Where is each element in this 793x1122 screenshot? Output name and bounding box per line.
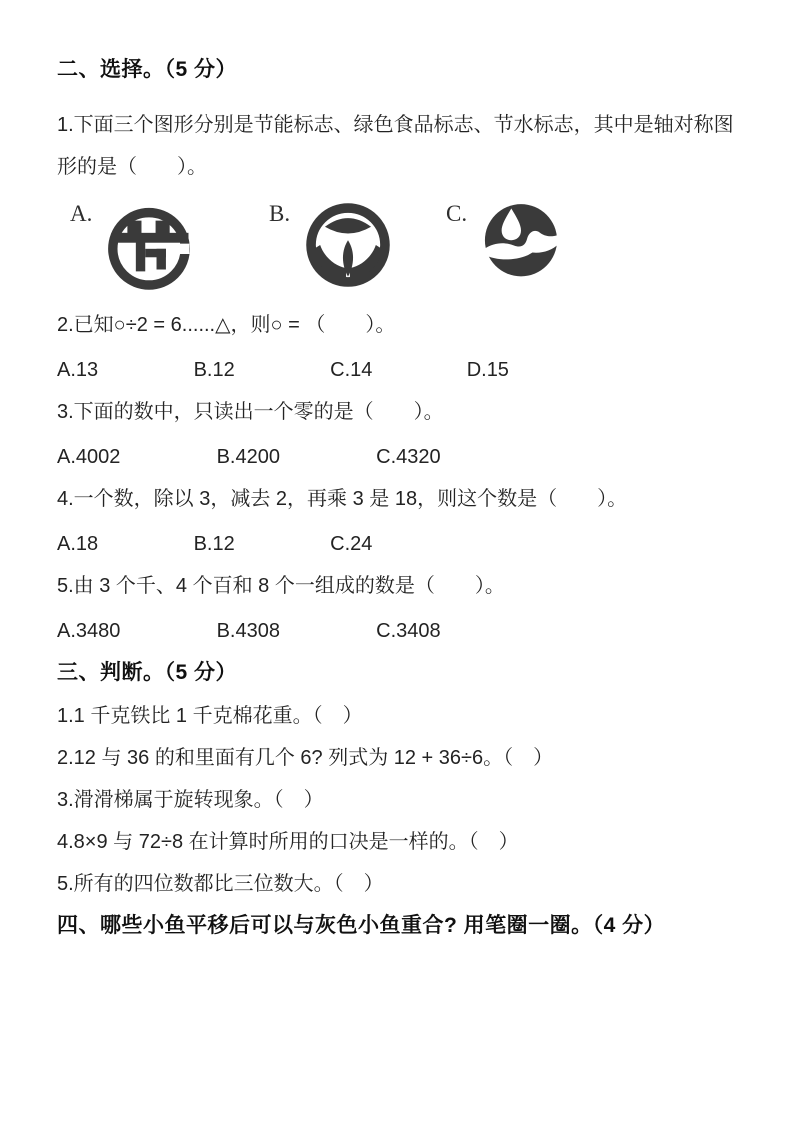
logo-options-row bbox=[57, 193, 743, 301]
logo-a-label: A. bbox=[70, 201, 93, 226]
logo-c-label: C. bbox=[446, 201, 468, 226]
judgment-item-1: 1.1 千克铁比 1 千克棉花重。（ ） bbox=[57, 705, 363, 727]
question-4-text: 4.一个数，除以 3，减去 2，再乘 3 是 18，则这个数是（ ）。 bbox=[57, 488, 628, 510]
option-5c: C.3408 bbox=[376, 620, 441, 642]
option-3b: B.4200 bbox=[216, 446, 280, 468]
question-2-options bbox=[57, 349, 743, 391]
water-saving-logo-icon bbox=[477, 195, 565, 289]
section-2-title: 二、选择。（5 分） bbox=[57, 58, 238, 81]
option-2d: D.15 bbox=[466, 359, 509, 381]
option-4c: C.24 bbox=[330, 533, 373, 555]
judgment-item-2: 2.12 与 36 的和里面有几个 6? 列式为 12 + 36÷6。（ ） bbox=[57, 747, 554, 769]
option-2a: A.13 bbox=[57, 359, 99, 381]
question-3-options bbox=[57, 436, 743, 478]
question-5-text: 5.由 3 个千、4 个百和 8 个一组成的数是（ ）。 bbox=[57, 575, 505, 597]
option-3a: A.4002 bbox=[57, 446, 121, 468]
option-4b: B.12 bbox=[193, 533, 235, 555]
question-5-options bbox=[57, 610, 743, 652]
question-2-text: 2.已知○÷2 = 6......△，则○ = （ ）。 bbox=[57, 314, 396, 336]
question-1-text: 1.下面三个图形分别是节能标志、绿色食品标志、节水标志，其中是轴对称图形的是（ ）。 bbox=[57, 114, 734, 178]
question-3-text: 3.下面的数中，只读出一个零的是（ ）。 bbox=[57, 401, 444, 423]
section-4-title: 四、哪些小鱼平移后可以与灰色小鱼重合? 用笔圈一圈。（4 分） bbox=[57, 914, 666, 937]
option-5a: A.3480 bbox=[57, 620, 121, 642]
option-2b: B.12 bbox=[193, 359, 235, 381]
judgment-item-4: 4.8×9 与 72÷8 在计算时所用的口决是一样的。（ ） bbox=[57, 831, 519, 853]
question-4-options bbox=[57, 523, 743, 565]
judgment-item-3: 3.滑滑梯属于旋转现象。（ ） bbox=[57, 789, 324, 811]
green-food-logo-icon bbox=[300, 195, 396, 295]
option-2c: C.14 bbox=[330, 359, 373, 381]
option-4a: A.18 bbox=[57, 533, 99, 555]
judgment-item-5: 5.所有的四位数都比三位数大。（ ） bbox=[57, 873, 384, 895]
option-5b: B.4308 bbox=[216, 620, 280, 642]
logo-b-label: B. bbox=[269, 201, 291, 226]
energy-saving-logo-icon bbox=[102, 197, 196, 295]
option-3c: C.4320 bbox=[376, 446, 441, 468]
section-3-title: 三、判断。（5 分） bbox=[57, 661, 238, 684]
